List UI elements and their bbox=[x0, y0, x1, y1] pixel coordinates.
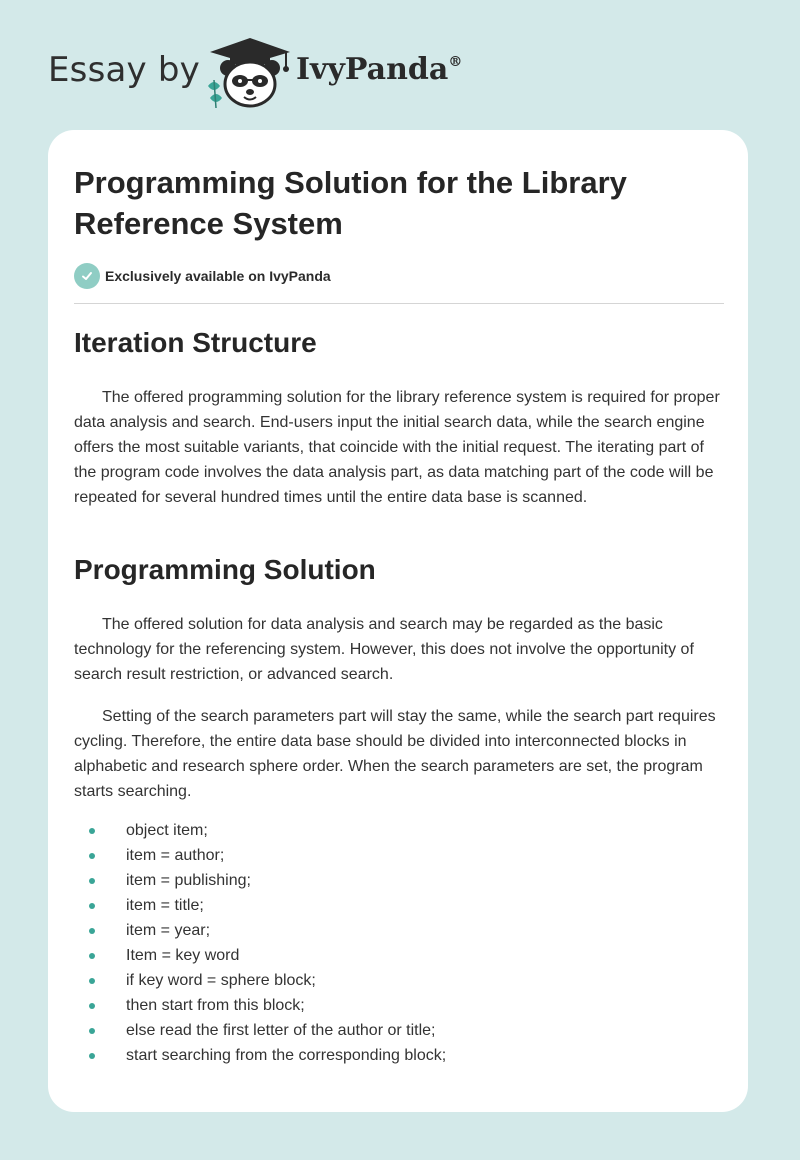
list-item-text: if key word = sphere block; bbox=[126, 972, 316, 989]
page-title: Programming Solution for the Library Reference System bbox=[74, 165, 627, 241]
essay-by-label: Essay by bbox=[48, 50, 200, 90]
list-item bbox=[74, 893, 724, 918]
bullet-icon bbox=[89, 1053, 95, 1059]
bullet-icon bbox=[89, 928, 95, 934]
list-item bbox=[74, 943, 724, 968]
list-item bbox=[74, 1043, 724, 1068]
list-item-text: start searching from the corresponding block; bbox=[126, 1047, 447, 1064]
list-item-text: then start from this block; bbox=[126, 997, 305, 1014]
list-item-text: object item; bbox=[126, 822, 208, 839]
bullet-icon bbox=[89, 1003, 95, 1009]
article-card bbox=[48, 130, 748, 1112]
steps-list bbox=[74, 818, 724, 1068]
list-item-text: else read the first letter of the author or title; bbox=[126, 1022, 436, 1039]
bullet-icon bbox=[89, 1028, 95, 1034]
exclusive-badge bbox=[74, 263, 331, 289]
list-item bbox=[74, 818, 724, 843]
brand-name[interactable] bbox=[296, 52, 462, 87]
bullet-icon bbox=[89, 853, 95, 859]
list-item bbox=[74, 868, 724, 893]
list-item-text: Item = key word bbox=[126, 947, 240, 964]
paragraph: Setting of the search parameters part will stay the same, while the search part requires cycling. Therefore, the entire data base should be divided into interconnected blocks in alphabetic and research sphere order. When the search parameters are set, the program starts searching. bbox=[74, 708, 716, 800]
section-heading-iteration: Iteration Structure bbox=[74, 327, 317, 358]
registered-mark: ® bbox=[448, 54, 463, 70]
bullet-icon bbox=[89, 903, 95, 909]
list-item-text: item = year; bbox=[126, 922, 211, 939]
check-icon bbox=[74, 263, 100, 289]
brand-text: IvyPanda bbox=[296, 52, 449, 87]
list-item bbox=[74, 993, 724, 1018]
bullet-icon bbox=[89, 978, 95, 984]
list-item bbox=[74, 968, 724, 993]
paragraph: The offered programming solution for the library reference system is required for proper data analysis and search. End-users input the initial search data, while the search engine offers the most suitable variants, that coincide with the initial request. The iterating part of the program code involves the data analysis part, as data matching part of the code will be repeated for several hundred times until the entire data base is scanned. bbox=[74, 389, 720, 506]
bullet-icon bbox=[89, 953, 95, 959]
divider bbox=[74, 303, 724, 304]
list-item-text: item = title; bbox=[126, 897, 204, 914]
list-item bbox=[74, 1018, 724, 1043]
list-item bbox=[74, 843, 724, 868]
section-heading-programming: Programming Solution bbox=[74, 554, 376, 585]
list-item-text: item = author; bbox=[126, 847, 225, 864]
list-item bbox=[74, 918, 724, 943]
bullet-icon bbox=[89, 828, 95, 834]
list-item-text: item = publishing; bbox=[126, 872, 251, 889]
paragraph: The offered solution for data analysis and search may be regarded as the basic technology for the referencing system. However, this does not involve the opportunity of search result restriction, or advanced search. bbox=[74, 616, 694, 683]
bullet-icon bbox=[89, 878, 95, 884]
panda-logo-icon[interactable] bbox=[200, 34, 296, 110]
exclusive-label: Exclusively available on IvyPanda bbox=[105, 268, 331, 284]
site-header bbox=[0, 0, 800, 130]
